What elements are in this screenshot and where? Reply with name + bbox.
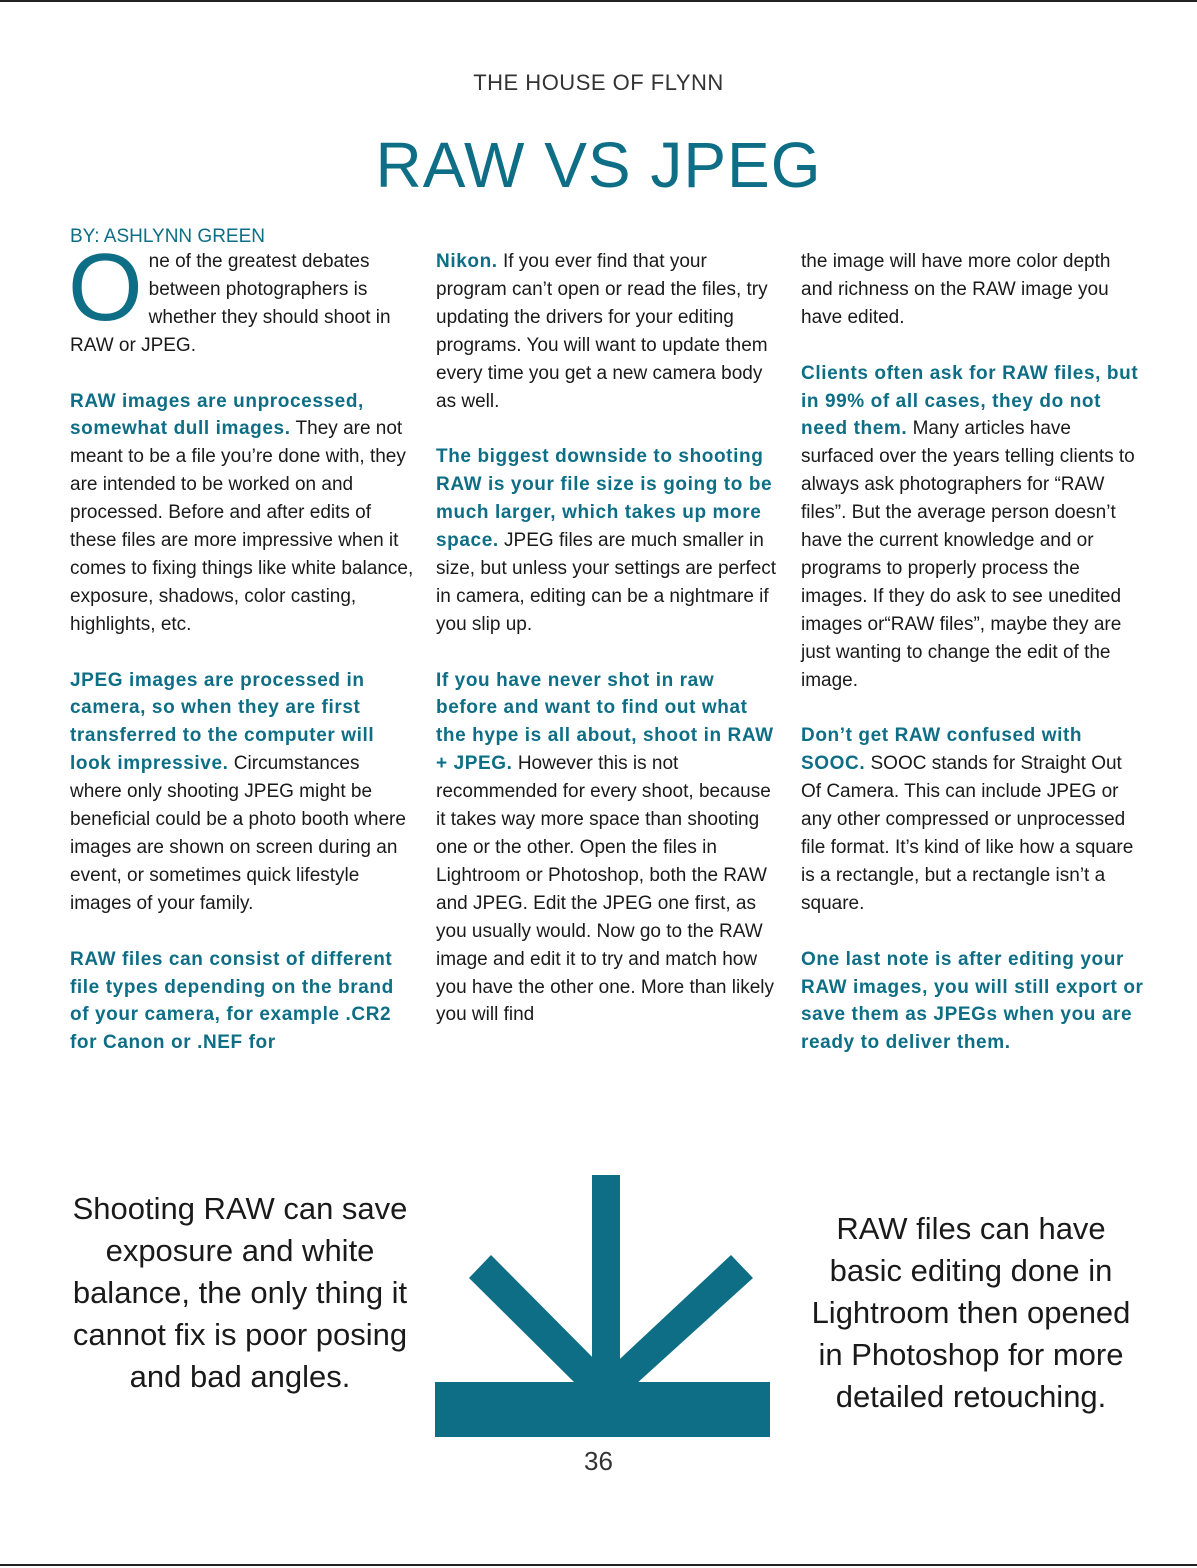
body-text: Many articles have surfaced over the years telling clients to always ask photographers for “RAW files”. But the average person doesn’t have the current knowledge and or programs to properly process the images. If they do ask to see unedited images or“RAW files”, maybe they are just wanting to change the edit of the image. xyxy=(801,418,1135,691)
highlight-text: RAW images are unprocessed, somewhat dull images. xyxy=(70,390,364,440)
highlight-text: If you have never shot in raw before and want to find out what the hype is all about, shoot in RAW + JPEG. xyxy=(436,669,774,775)
paragraph xyxy=(70,667,415,918)
paragraph xyxy=(801,722,1146,917)
body-text: They are not meant to be a file you’re done with, they are intended to be worked on and processed. Before and after edits of these files are more impressive when it comes to fixing things like white balance, exposure, shadows, color casting, highlights, etc. xyxy=(70,418,414,635)
intro-text: ne of the greatest debates between photographers is whether they should shoot in RAW or JPEG. xyxy=(70,251,391,356)
paragraph xyxy=(70,388,415,639)
body-text: SOOC stands for Straight Out Of Camera. This can include JPEG or any other compressed or unprocessed file format. It’s kind of like how a square is a rectangle, but a rectangle isn’t a square. xyxy=(801,753,1134,914)
highlight-text: Don’t get RAW confused with SOOC. xyxy=(801,725,1083,775)
highlight-text: Nikon. xyxy=(436,251,498,272)
magazine-name: THE HOUSE OF FLYNN xyxy=(473,70,724,95)
article-column-2 xyxy=(436,248,781,1057)
body-text: JPEG files are much smaller in size, but unless your settings are perfect in camera, editing can be a nightmare if you slip up. xyxy=(436,530,777,635)
top-rule xyxy=(0,0,1197,2)
paragraph xyxy=(801,946,1146,1058)
highlight-text: The biggest downside to shooting RAW is your file size is going to be much larger, which takes up more space. xyxy=(436,446,773,552)
drop-cap: O xyxy=(68,234,143,341)
highlight-text: RAW files can consist of different file types depending on the brand of your camera, for example .CR2 for Canon or .NEF for xyxy=(70,948,394,1054)
sunburst-icon xyxy=(435,1175,770,1437)
paragraph xyxy=(436,667,781,1030)
page-number: 36 xyxy=(584,1446,613,1476)
article-column-3 xyxy=(801,248,1146,1085)
body-text: the image will have more color depth and richness on the RAW image you have edited. xyxy=(801,251,1111,328)
paragraph xyxy=(70,946,415,1058)
body-text: However this is not recommended for every shoot, because it takes way more space than shooting one or the other. Open the files in Lightroom or Photoshop, both the RAW and JPEG. Edit the JPEG one first, as you usually would. Now go to the RAW image and edit it to try and match how you have the other one. More than likely you will find xyxy=(436,753,774,1026)
pull-quote-right: RAW files can have basic editing done in Lightroom then opened in Photoshop for more detailed retouching. xyxy=(811,1211,1131,1414)
pull-quote-left: Shooting RAW can save exposure and white balance, the only thing it cannot fix is poor posing and bad angles. xyxy=(72,1191,408,1394)
body-text: If you ever find that your program can’t open or read the files, try updating the drivers for your editing programs. You will want to update them every time you get a new camera body as well. xyxy=(436,251,768,412)
paragraph xyxy=(436,443,781,638)
paragraph xyxy=(801,360,1146,695)
paragraph xyxy=(436,248,781,415)
highlight-text: One last note is after editing your RAW images, you will still export or save them as JPEGs when you are ready to deliver them. xyxy=(801,948,1144,1054)
highlight-text: JPEG images are processed in camera, so when they are first transferred to the computer will look impressive. xyxy=(70,669,375,775)
bottom-rule xyxy=(0,1564,1197,1566)
byline: BY: ASHLYNN GREEN xyxy=(70,226,265,247)
highlight-text: Clients often ask for RAW files, but in 99% of all cases, they do not need them. xyxy=(801,362,1139,440)
body-text: Circumstances where only shooting JPEG might be beneficial could be a photo booth where images are shown on screen during an event, or sometimes quick lifestyle images of your family. xyxy=(70,753,406,914)
paragraph xyxy=(801,248,1146,332)
article-title: RAW VS JPEG xyxy=(375,129,822,201)
